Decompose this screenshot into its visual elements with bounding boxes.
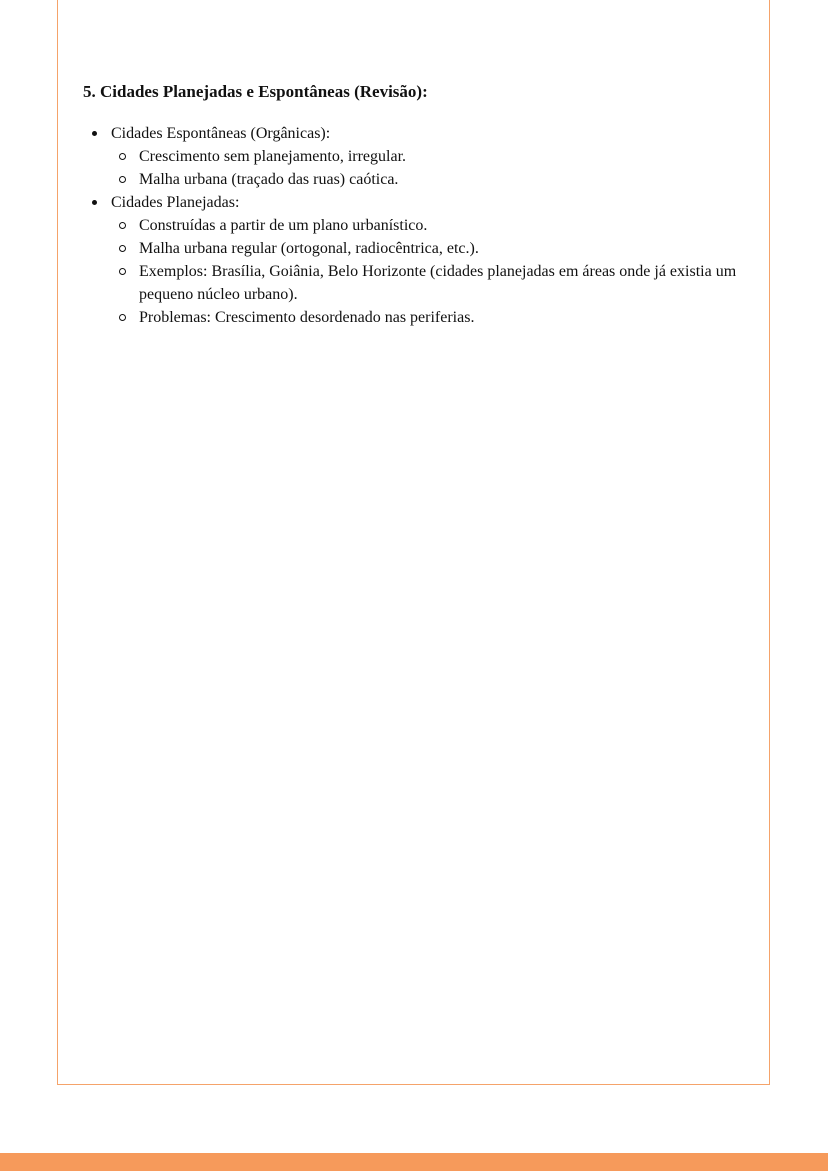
sub-list-item xyxy=(111,214,743,237)
list-item-spontaneous-cities xyxy=(83,122,743,191)
list-item-planned-cities xyxy=(83,191,743,329)
sub-list xyxy=(111,214,743,329)
bullet-circle-icon xyxy=(119,245,126,252)
sub-list-item-text: Problemas: Crescimento desordenado nas periferias. xyxy=(139,309,475,326)
bullet-disc-icon xyxy=(92,131,97,136)
sub-list-item-text: Malha urbana (traçado das ruas) caótica. xyxy=(139,171,399,188)
bullet-circle-icon xyxy=(119,268,126,275)
sub-list-item-text: Crescimento sem planejamento, irregular. xyxy=(139,148,407,165)
sub-list-item xyxy=(111,145,743,168)
list-item-label: Cidades Espontâneas (Orgânicas): xyxy=(111,125,331,142)
sub-list-item xyxy=(111,237,743,260)
sub-list-item xyxy=(111,168,743,191)
bullet-disc-icon xyxy=(92,200,97,205)
sub-list-item-text: Malha urbana regular (ortogonal, radiocêntrica, etc.). xyxy=(139,240,479,257)
sub-list-item-text: Exemplos: Brasília, Goiânia, Belo Horizonte (cidades planejadas em áreas onde já existia um pequeno núcleo urbano). xyxy=(139,263,737,303)
document-content xyxy=(83,80,743,329)
bullet-circle-icon xyxy=(119,314,126,321)
bullet-circle-icon xyxy=(119,222,126,229)
bullet-list xyxy=(83,122,743,329)
bullet-circle-icon xyxy=(119,153,126,160)
sub-list-item xyxy=(111,260,743,306)
section-heading: 5. Cidades Planejadas e Espontâneas (Revisão): xyxy=(83,82,428,101)
list-item-label: Cidades Planejadas: xyxy=(111,194,240,211)
bullet-circle-icon xyxy=(119,176,126,183)
footer-accent-bar xyxy=(0,1153,828,1171)
sub-list-item-text: Construídas a partir de um plano urbanístico. xyxy=(139,217,428,234)
sub-list-item xyxy=(111,306,743,329)
sub-list xyxy=(111,145,743,191)
